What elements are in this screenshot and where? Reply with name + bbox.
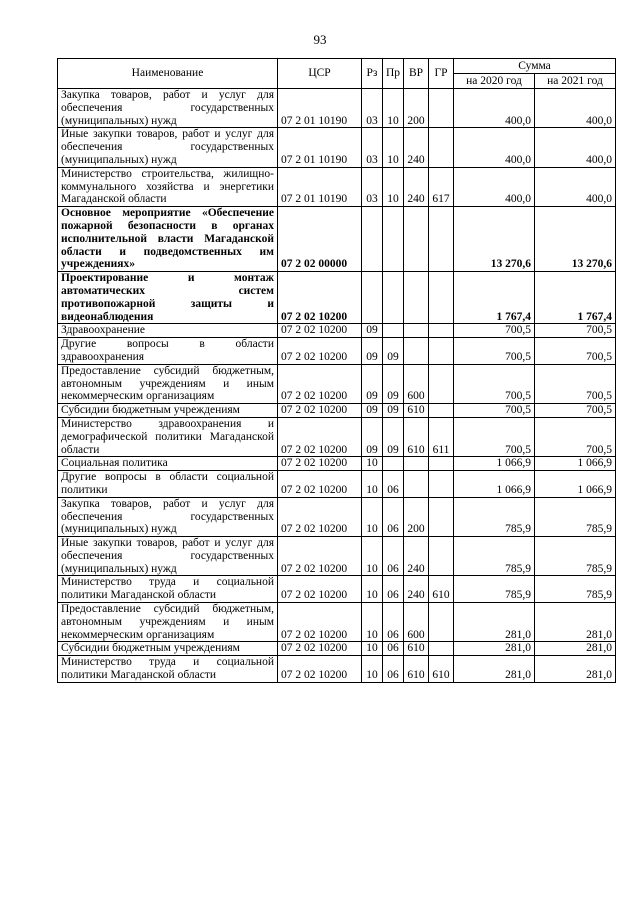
row-pr: 09 (383, 338, 404, 365)
row-amount-2020: 13 270,6 (454, 207, 535, 272)
row-amount-2021: 281,0 (535, 656, 616, 683)
table-row (58, 457, 616, 471)
row-name: Иные закупки товаров, работ и услуг для обеспечения государственных (муниципальных) нужд (58, 128, 278, 167)
row-gr (429, 497, 454, 536)
table-row (58, 167, 616, 206)
row-vr: 610 (404, 417, 429, 456)
row-name: Иные закупки товаров, работ и услуг для обеспечения государственных (муниципальных) нужд (58, 537, 278, 576)
table-row (58, 207, 616, 272)
table-row (58, 338, 616, 365)
page-number: 93 (313, 32, 327, 47)
row-gr: 617 (429, 167, 454, 206)
row-csr: 07 2 01 10190 (278, 167, 362, 206)
table-row (58, 656, 616, 683)
row-amount-2020: 785,9 (454, 537, 535, 576)
row-amount-2020: 700,5 (454, 324, 535, 338)
row-amount-2020: 785,9 (454, 497, 535, 536)
row-gr (429, 457, 454, 471)
table-row (58, 642, 616, 656)
row-rz: 09 (362, 324, 383, 338)
row-amount-2020: 1 767,4 (454, 272, 535, 324)
row-gr (429, 364, 454, 403)
table-body (58, 89, 616, 683)
row-vr: 200 (404, 497, 429, 536)
row-rz: 10 (362, 537, 383, 576)
row-amount-2020: 700,5 (454, 417, 535, 456)
row-amount-2020: 281,0 (454, 656, 535, 683)
row-amount-2020: 700,5 (454, 338, 535, 365)
header-sum: Сумма (454, 59, 616, 74)
row-amount-2021: 1 066,9 (535, 471, 616, 498)
row-amount-2021: 400,0 (535, 167, 616, 206)
row-amount-2020: 1 066,9 (454, 471, 535, 498)
row-rz: 09 (362, 338, 383, 365)
table-row (58, 272, 616, 324)
row-rz: 03 (362, 128, 383, 167)
row-name: Основное мероприятие «Обеспечение пожарной безопасности в органах исполнительной власти Магаданской области и подведомственных им учреждениях» (58, 207, 278, 272)
row-pr (383, 457, 404, 471)
row-amount-2021: 785,9 (535, 537, 616, 576)
row-csr: 07 2 02 00000 (278, 207, 362, 272)
row-name: Социальная политика (58, 457, 278, 471)
row-vr: 240 (404, 167, 429, 206)
row-csr: 07 2 02 10200 (278, 471, 362, 498)
row-gr: 611 (429, 417, 454, 456)
row-amount-2021: 281,0 (535, 603, 616, 642)
table-row (58, 417, 616, 456)
row-amount-2020: 400,0 (454, 128, 535, 167)
row-rz: 09 (362, 417, 383, 456)
row-pr: 06 (383, 603, 404, 642)
row-pr: 10 (383, 89, 404, 128)
header-year-2020: на 2020 год (454, 74, 535, 89)
row-gr (429, 324, 454, 338)
row-csr: 07 2 02 10200 (278, 576, 362, 603)
table-row (58, 404, 616, 418)
row-gr: 610 (429, 576, 454, 603)
row-amount-2021: 700,5 (535, 324, 616, 338)
row-vr: 600 (404, 603, 429, 642)
row-pr: 06 (383, 576, 404, 603)
row-rz: 10 (362, 656, 383, 683)
table-row (58, 128, 616, 167)
row-pr: 06 (383, 471, 404, 498)
row-amount-2021: 785,9 (535, 497, 616, 536)
row-pr: 06 (383, 497, 404, 536)
row-name: Предоставление субсидий бюджетным, автономным учреждениям и иным некоммерческим организациям (58, 603, 278, 642)
header-csr: ЦСР (278, 59, 362, 89)
header-pr: Пр (383, 59, 404, 89)
row-pr: 10 (383, 128, 404, 167)
row-csr: 07 2 02 10200 (278, 417, 362, 456)
table-row (58, 497, 616, 536)
table-row (58, 364, 616, 403)
row-name: Министерство труда и социальной политики Магаданской области (58, 576, 278, 603)
row-csr: 07 2 02 10200 (278, 338, 362, 365)
row-amount-2021: 700,5 (535, 338, 616, 365)
row-vr: 240 (404, 128, 429, 167)
row-vr: 600 (404, 364, 429, 403)
header-rz: Рз (362, 59, 383, 89)
table-row (58, 576, 616, 603)
row-vr: 240 (404, 537, 429, 576)
row-amount-2021: 1 066,9 (535, 457, 616, 471)
row-gr (429, 404, 454, 418)
row-vr (404, 272, 429, 324)
header-vr: ВР (404, 59, 429, 89)
row-amount-2020: 785,9 (454, 576, 535, 603)
row-csr: 07 2 02 10200 (278, 457, 362, 471)
row-pr: 09 (383, 404, 404, 418)
row-pr: 06 (383, 642, 404, 656)
row-pr: 10 (383, 167, 404, 206)
row-pr: 09 (383, 417, 404, 456)
row-name: Субсидии бюджетным учреждениям (58, 404, 278, 418)
row-gr (429, 471, 454, 498)
row-pr: 06 (383, 656, 404, 683)
row-name: Другие вопросы в области здравоохранения (58, 338, 278, 365)
row-vr (404, 471, 429, 498)
row-name: Закупка товаров, работ и услуг для обеспечения государственных (муниципальных) нужд (58, 89, 278, 128)
table-row (58, 471, 616, 498)
row-name: Предоставление субсидий бюджетным, автономным учреждениям и иным некоммерческим организациям (58, 364, 278, 403)
row-pr (383, 207, 404, 272)
row-name: Закупка товаров, работ и услуг для обеспечения государственных (муниципальных) нужд (58, 497, 278, 536)
row-name: Министерство труда и социальной политики Магаданской области (58, 656, 278, 683)
row-vr: 610 (404, 656, 429, 683)
row-rz: 10 (362, 576, 383, 603)
row-csr: 07 2 02 10200 (278, 364, 362, 403)
row-name: Другие вопросы в области социальной политики (58, 471, 278, 498)
row-name: Министерство строительства, жилищно-коммунального хозяйства и энергетики Магаданской области (58, 167, 278, 206)
row-csr: 07 2 02 10200 (278, 272, 362, 324)
row-vr: 610 (404, 404, 429, 418)
row-amount-2021: 700,5 (535, 404, 616, 418)
row-csr: 07 2 02 10200 (278, 537, 362, 576)
row-amount-2021: 400,0 (535, 89, 616, 128)
row-rz: 10 (362, 457, 383, 471)
row-rz: 10 (362, 497, 383, 536)
row-gr (429, 128, 454, 167)
row-gr (429, 207, 454, 272)
row-amount-2021: 700,5 (535, 417, 616, 456)
row-name: Проектирование и монтаж автоматических систем противопожарной защиты и видеонаблюдения (58, 272, 278, 324)
row-amount-2020: 281,0 (454, 642, 535, 656)
row-name: Министерство здравоохранения и демографической политики Магаданской области (58, 417, 278, 456)
row-name: Здравоохранение (58, 324, 278, 338)
row-amount-2021: 400,0 (535, 128, 616, 167)
row-name: Субсидии бюджетным учреждениям (58, 642, 278, 656)
row-rz (362, 272, 383, 324)
row-rz: 10 (362, 603, 383, 642)
row-amount-2021: 700,5 (535, 364, 616, 403)
table-row (58, 324, 616, 338)
row-vr: 240 (404, 576, 429, 603)
row-csr: 07 2 02 10200 (278, 656, 362, 683)
row-csr: 07 2 02 10200 (278, 497, 362, 536)
row-pr (383, 324, 404, 338)
row-pr: 09 (383, 364, 404, 403)
row-rz: 03 (362, 167, 383, 206)
row-csr: 07 2 01 10190 (278, 89, 362, 128)
row-csr: 07 2 02 10200 (278, 404, 362, 418)
row-rz: 03 (362, 89, 383, 128)
header-gr: ГР (429, 59, 454, 89)
row-gr (429, 338, 454, 365)
row-amount-2021: 785,9 (535, 576, 616, 603)
row-gr (429, 89, 454, 128)
row-rz: 09 (362, 364, 383, 403)
row-gr (429, 603, 454, 642)
row-csr: 07 2 02 10200 (278, 642, 362, 656)
table-row (58, 537, 616, 576)
row-pr (383, 272, 404, 324)
row-amount-2020: 400,0 (454, 89, 535, 128)
header-year-2021: на 2021 год (535, 74, 616, 89)
row-rz: 10 (362, 642, 383, 656)
row-csr: 07 2 02 10200 (278, 324, 362, 338)
row-vr (404, 457, 429, 471)
row-amount-2021: 281,0 (535, 642, 616, 656)
row-vr (404, 207, 429, 272)
row-vr: 200 (404, 89, 429, 128)
header-name: Наименование (58, 59, 278, 89)
table-row (58, 603, 616, 642)
table-row (58, 89, 616, 128)
row-vr: 610 (404, 642, 429, 656)
row-vr (404, 338, 429, 365)
row-amount-2021: 1 767,4 (535, 272, 616, 324)
row-rz: 09 (362, 404, 383, 418)
row-amount-2020: 281,0 (454, 603, 535, 642)
row-vr (404, 324, 429, 338)
row-gr (429, 272, 454, 324)
row-rz: 10 (362, 471, 383, 498)
row-amount-2021: 13 270,6 (535, 207, 616, 272)
row-csr: 07 2 02 10200 (278, 603, 362, 642)
row-amount-2020: 700,5 (454, 404, 535, 418)
row-csr: 07 2 01 10190 (278, 128, 362, 167)
row-rz (362, 207, 383, 272)
row-pr: 06 (383, 537, 404, 576)
row-amount-2020: 400,0 (454, 167, 535, 206)
row-gr: 610 (429, 656, 454, 683)
row-amount-2020: 1 066,9 (454, 457, 535, 471)
budget-table (57, 58, 616, 683)
row-amount-2020: 700,5 (454, 364, 535, 403)
row-gr (429, 537, 454, 576)
row-gr (429, 642, 454, 656)
